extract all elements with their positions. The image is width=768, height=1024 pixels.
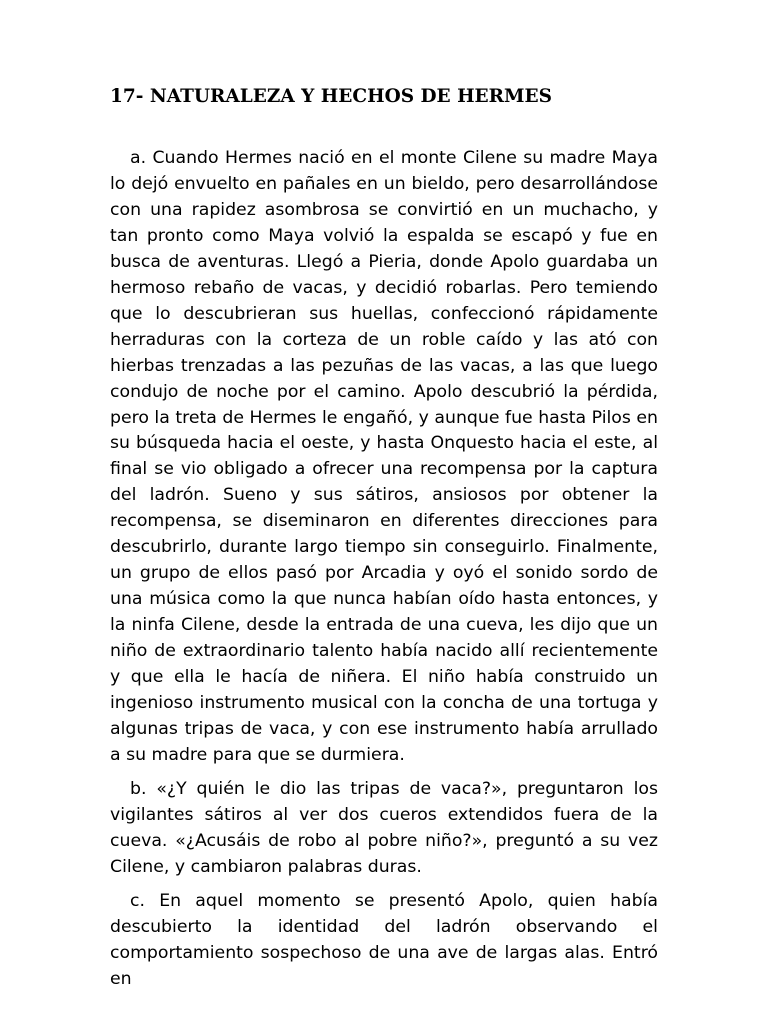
paragraph-b: b. «¿Y quién le dio las tripas de vaca?», preguntaron los vigilantes sátiros al ver dos cueros extendidos fuera de la cueva. «¿Acusáis de robo al pobre niño?», preguntó a su vez Cilene, y cambiaron palabras duras. (110, 778, 658, 877)
paragraph-c: c. En aquel momento se presentó Apolo, quien había descubierto la identidad del ladrón observando el comportamiento sospechoso de una ave de largas alas. Entró en (110, 890, 658, 989)
chapter-heading: 17- NATURALEZA Y HECHOS DE HERMES (110, 86, 552, 107)
paragraph-a: a. Cuando Hermes nació en el monte Cilene su madre Maya lo dejó envuelto en pañales en un bieldo, pero desarrollándose con una rapidez asombrosa se convirtió en un muchacho, y tan pronto como Maya volvió la espalda se escapó y fue en busca de aventuras. Llegó a Pieria, donde Apolo guardaba un hermoso rebaño de vacas, y decidió robarlas. Pero temiendo que lo descubrieran sus huellas, confeccionó rápidamente herraduras con la corteza de un roble caído y las ató con hierbas trenzadas a las pezuñas de las vacas, a las que luego condujo de noche por el camino. Apolo descubrió la pérdida, pero la treta de Hermes le engañó, y aunque fue hasta Pilos en su búsqueda hacia el oeste, y hasta Onquesto hacia el este, al final se vio obligado a ofrecer una recompensa por la captura del ladrón. Sueno y sus sátiros, ansiosos por obtener la recompensa, se diseminaron en diferentes direcciones para descubrirlo, durante largo tiempo sin conseguirlo. Finalmente, un grupo de ellos pasó por Arcadia y oyó el sonido sordo de una música como la que nunca habían oído hasta entonces, y la ninfa Cilene, desde la entrada de una cueva, les dijo que un niño de extraordinario talento había nacido allí recientemente y que ella le hacía de niñera. El niño había construido un ingenioso instrumento musical con la concha de una tortuga y algunas tripas de vaca, y con ese instrumento había arrullado a su madre para que se durmiera. (110, 148, 658, 765)
chapter-body (110, 146, 658, 1001)
